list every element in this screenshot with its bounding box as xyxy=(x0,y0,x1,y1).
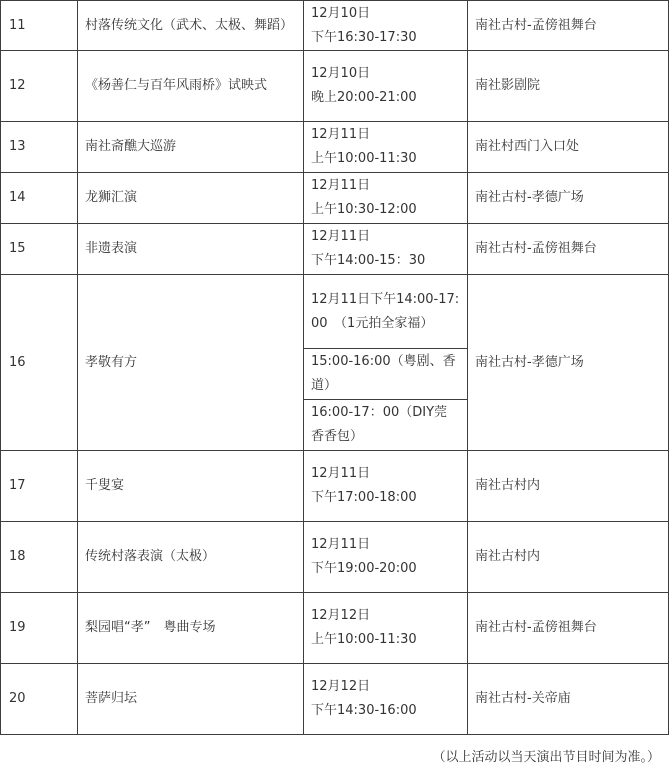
event-hours: 上午10:30-12:00 xyxy=(311,202,417,217)
footnote: （以上活动以当天演出节目时间为准。） xyxy=(432,750,660,765)
row-number: 18 xyxy=(1,522,78,593)
event-time xyxy=(304,224,468,275)
row-number: 15 xyxy=(1,224,78,275)
table-row xyxy=(1,451,669,522)
event-place: 南社古村-孝德广场 xyxy=(468,275,669,451)
event-time xyxy=(304,122,468,173)
event-date: 12月11日 xyxy=(311,537,371,552)
row-number: 14 xyxy=(1,173,78,224)
event-name: 菩萨归坛 xyxy=(78,664,304,735)
event-date: 12月12日 xyxy=(311,608,371,623)
event-hours: 下午19:00-20:00 xyxy=(311,561,417,576)
event-place: 南社影剧院 xyxy=(468,51,669,122)
event-name: 传统村落表演（太极） xyxy=(78,522,304,593)
event-hours: 下午14:00-15：30 xyxy=(311,253,426,268)
event-name: 非遗表演 xyxy=(78,224,304,275)
event-place: 南社古村-孟傍祖舞台 xyxy=(468,224,669,275)
table-row xyxy=(1,173,669,224)
event-name: 南社斋醮大巡游 xyxy=(78,122,304,173)
event-hours: 上午10:00-11:30 xyxy=(311,632,417,647)
row-number: 20 xyxy=(1,664,78,735)
row-number: 11 xyxy=(1,1,78,51)
event-hours: 下午14:30-16:00 xyxy=(311,703,417,718)
event-place: 南社古村内 xyxy=(468,522,669,593)
event-time xyxy=(304,593,468,664)
event-place: 南社古村内 xyxy=(468,451,669,522)
event-date: 12月11日 xyxy=(311,127,371,142)
event-place: 南社古村-孟傍祖舞台 xyxy=(468,1,669,51)
event-time xyxy=(304,1,468,51)
table-row xyxy=(1,51,669,122)
event-time xyxy=(304,451,468,522)
event-time xyxy=(304,664,468,735)
event-hours: 上午10:00-11:30 xyxy=(311,151,417,166)
event-hours: 下午17:00-18:00 xyxy=(311,490,417,505)
event-name: 千叟宴 xyxy=(78,451,304,522)
table-row xyxy=(1,522,669,593)
event-name: 龙狮汇演 xyxy=(78,173,304,224)
table-row xyxy=(1,224,669,275)
event-hours: 晚上20:00-21:00 xyxy=(311,90,417,105)
table-row xyxy=(1,664,669,735)
event-place: 南社古村-孟傍祖舞台 xyxy=(468,593,669,664)
event-date: 12月12日 xyxy=(311,679,371,694)
row-number: 12 xyxy=(1,51,78,122)
event-time: 12月11日下午14:00-17:00 （1元拍全家福） xyxy=(304,275,468,349)
event-place: 南社古村-孝德广场 xyxy=(468,173,669,224)
event-hours: 下午16:30-17:30 xyxy=(311,29,417,45)
event-name: 孝敬有方 xyxy=(78,275,304,451)
row-number: 19 xyxy=(1,593,78,664)
event-time: 16:00-17：00（DIY莞香香包） xyxy=(304,400,468,451)
table-row xyxy=(1,122,669,173)
table-row xyxy=(1,275,669,349)
event-date: 12月11日 xyxy=(311,229,371,244)
row-number: 13 xyxy=(1,122,78,173)
event-time xyxy=(304,51,468,122)
row-number: 16 xyxy=(1,275,78,451)
table-row xyxy=(1,1,669,51)
table-row xyxy=(1,593,669,664)
event-date: 12月10日 xyxy=(311,66,371,81)
event-name: 梨园唱“孝” 粤曲专场 xyxy=(78,593,304,664)
event-place: 南社村西门入口处 xyxy=(468,122,669,173)
row-number: 17 xyxy=(1,451,78,522)
event-time: 15:00-16:00（粤剧、香道） xyxy=(304,349,468,400)
event-place: 南社古村-关帝庙 xyxy=(468,664,669,735)
event-date: 12月11日 xyxy=(311,466,371,481)
event-time xyxy=(304,522,468,593)
event-name: 村落传统文化（武术、太极、舞蹈） xyxy=(78,1,304,51)
event-date: 12月10日 xyxy=(311,5,371,21)
event-name: 《杨善仁与百年风雨桥》试映式 xyxy=(78,51,304,122)
event-date: 12月11日 xyxy=(311,178,371,193)
event-time xyxy=(304,173,468,224)
